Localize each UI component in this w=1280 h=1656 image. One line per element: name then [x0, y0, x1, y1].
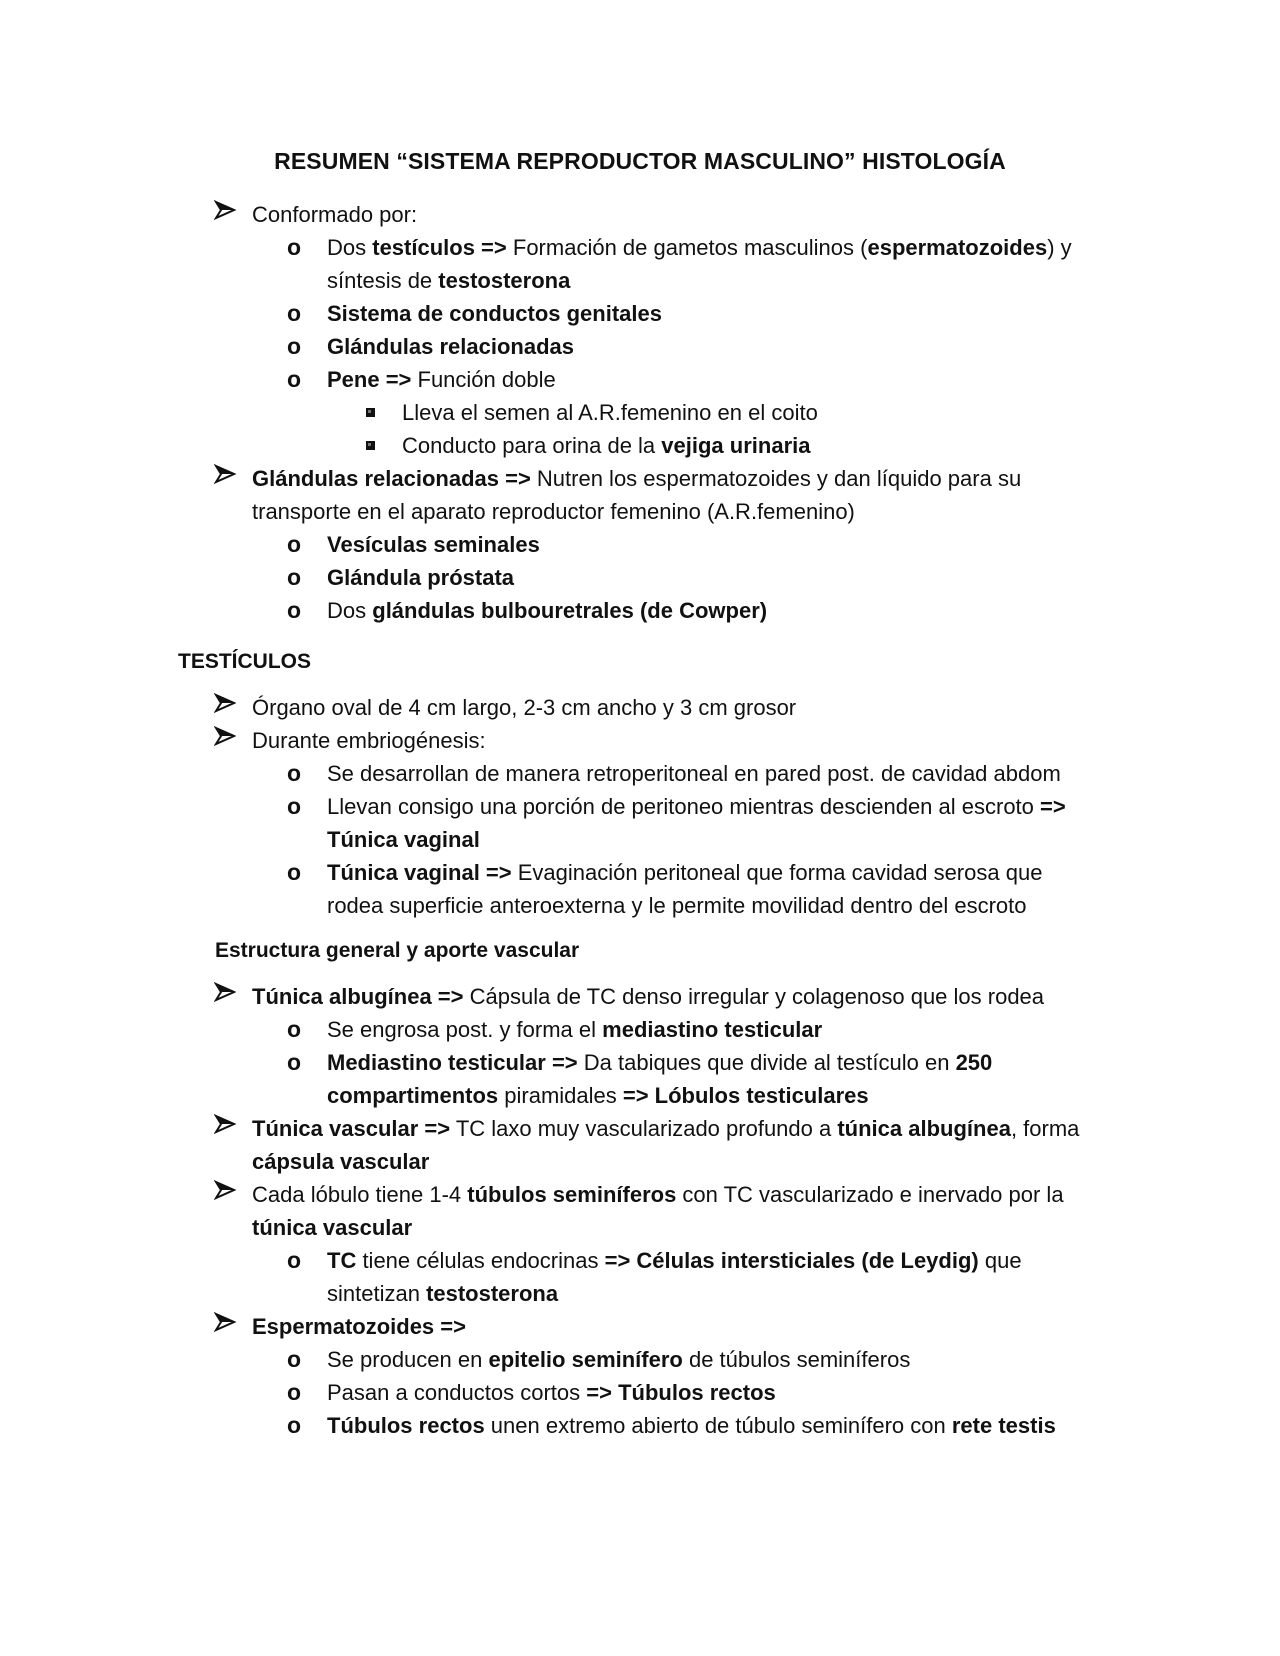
list-item — [252, 980, 1102, 1013]
list-item — [287, 790, 1102, 856]
text-bold: Vesículas seminales — [327, 532, 540, 557]
list-item — [287, 1046, 1102, 1112]
text-bold: Glándulas relacionadas — [327, 334, 574, 359]
text: Formación de gametos masculinos ( — [506, 235, 868, 260]
text-bold: Túbulos rectos — [327, 1413, 485, 1438]
o-bullet: o — [287, 859, 302, 885]
o-bullet: o — [287, 333, 302, 359]
o-bullet: o — [287, 1049, 302, 1075]
text-bold: Túnica vascular => — [252, 1116, 451, 1141]
list-item — [287, 1409, 1102, 1442]
text: Da tabiques que divide al testículo en — [577, 1050, 956, 1075]
arrowhead-bullet-icon — [214, 198, 236, 222]
text-bold: testosterona — [438, 268, 571, 293]
o-bullet: o — [287, 564, 302, 590]
list-item-text: Conformado por: — [252, 202, 418, 227]
o-bullet: o — [287, 1412, 302, 1438]
text-bold: Espermatozoides => — [252, 1314, 466, 1339]
o-bullet: o — [287, 793, 302, 819]
list-item — [252, 691, 1102, 724]
text-bold: epitelio seminífero — [488, 1347, 683, 1372]
text-bold: vejiga urinaria — [661, 433, 811, 458]
text: piramidales — [498, 1083, 623, 1108]
list-item — [402, 429, 1102, 462]
list-item — [252, 462, 1102, 528]
text: Nutren los espermatozoides y dan líquido para su transporte en el aparato reproductor femenino (A.R.femenino) — [252, 466, 1022, 524]
list-item — [287, 1376, 1102, 1409]
square-bullet-icon — [366, 441, 375, 450]
o-bullet: o — [287, 366, 302, 392]
text: de túbulos seminíferos — [682, 1347, 911, 1372]
o-bullet: o — [287, 1016, 302, 1042]
text: tiene células endocrinas — [356, 1248, 605, 1273]
o-bullet: o — [287, 1247, 302, 1273]
list-item — [287, 363, 1102, 396]
list-item — [287, 231, 1102, 297]
list-item — [287, 757, 1102, 790]
text-bold: Túnica albugínea => — [252, 984, 464, 1009]
list-item — [287, 1343, 1102, 1376]
list-item — [252, 724, 1102, 757]
text-bold: TC — [327, 1248, 357, 1273]
text-bold: => Lóbulos testiculares — [622, 1083, 869, 1108]
text-bold: => Células intersticiales (de Leydig) — [604, 1248, 979, 1273]
text: Pasan a conductos cortos — [327, 1380, 587, 1405]
text-bold: Glándulas relacionadas => — [252, 466, 531, 491]
arrowhead-bullet-icon — [214, 980, 236, 1004]
text: Lleva el semen al A.R.femenino en el coito — [402, 400, 818, 425]
list-item — [252, 1112, 1102, 1178]
text: Dos — [327, 235, 373, 260]
arrowhead-bullet-icon — [214, 724, 236, 748]
text-bold: 250 compartimentos — [327, 1050, 993, 1108]
text: Durante embriogénesis: — [252, 728, 486, 753]
document-body — [0, 198, 1280, 1442]
text-bold: mediastino testicular — [602, 1017, 823, 1042]
list-item — [287, 594, 1102, 627]
text: Llevan consigo una porción de peritoneo mientras descienden al escroto — [327, 794, 1041, 819]
list-item — [402, 396, 1102, 429]
list-item — [252, 198, 1102, 231]
o-bullet: o — [287, 300, 302, 326]
document-title: RESUMEN “SISTEMA REPRODUCTOR MASCULINO” HISTOLOGÍA — [274, 148, 1006, 174]
text-bold: túbulos seminíferos — [467, 1182, 677, 1207]
o-bullet: o — [287, 1379, 302, 1405]
o-bullet: o — [287, 531, 302, 557]
subsection-heading: Estructura general y aporte vascular — [215, 939, 580, 962]
arrowhead-bullet-icon — [214, 462, 236, 486]
text: que sintetizan — [327, 1248, 1022, 1306]
arrowhead-bullet-icon — [214, 1112, 236, 1136]
list-item — [287, 1013, 1102, 1046]
text: Dos — [327, 598, 373, 623]
text: Función doble — [411, 367, 556, 392]
text-bold: túnica albugínea — [837, 1116, 1011, 1141]
text-bold: túnica vascular — [252, 1215, 413, 1240]
text-bold: Pene => — [327, 367, 412, 392]
o-bullet: o — [287, 597, 302, 623]
section-heading: TESTÍCULOS — [178, 650, 312, 673]
text: Cada lóbulo tiene 1-4 — [252, 1182, 468, 1207]
text: unen extremo abierto de túbulo seminífero con — [484, 1413, 952, 1438]
text: Órgano oval de 4 cm largo, 2-3 cm ancho y 3 cm grosor — [252, 695, 797, 720]
list-item — [287, 330, 1102, 363]
text-bold: cápsula vascular — [252, 1149, 430, 1174]
text-bold: espermatozoides — [867, 235, 1048, 260]
text: Se producen en — [327, 1347, 489, 1372]
square-bullet-icon — [366, 408, 375, 417]
o-bullet: o — [287, 234, 302, 260]
arrowhead-bullet-icon — [214, 691, 236, 715]
arrowhead-bullet-icon — [214, 1310, 236, 1334]
text: , forma — [1010, 1116, 1080, 1141]
text: ) y síntesis de — [327, 235, 1072, 293]
text-bold: testosterona — [426, 1281, 559, 1306]
arrowhead-bullet-icon — [214, 1178, 236, 1202]
o-bullet: o — [287, 760, 302, 786]
text-bold: Glándula próstata — [327, 565, 515, 590]
text-bold: Mediastino testicular => — [327, 1050, 578, 1075]
text-bold: glándulas bulbouretrales (de Cowper) — [372, 598, 768, 623]
text: Se engrosa post. y forma el — [327, 1017, 603, 1042]
text: Se desarrollan de manera retroperitoneal en pared post. de cavidad abdom — [327, 761, 1061, 786]
text: TC laxo muy vascularizado profundo a — [450, 1116, 838, 1141]
list-item — [252, 1310, 1102, 1343]
list-item — [287, 561, 1102, 594]
list-item — [287, 297, 1102, 330]
text-bold: => Túbulos rectos — [586, 1380, 776, 1405]
text-bold: testículos => — [372, 235, 507, 260]
text-bold: rete testis — [951, 1413, 1056, 1438]
text: con TC vascularizado e inervado por la — [676, 1182, 1064, 1207]
text-bold: => Túnica vaginal — [327, 794, 1066, 852]
o-bullet: o — [287, 1346, 302, 1372]
text: Cápsula de TC denso irregular y colagenoso que los rodea — [463, 984, 1045, 1009]
text: Conducto para orina de la — [402, 433, 662, 458]
text: Evaginación peritoneal que forma cavidad serosa que rodea superficie anteroexterna y le permite movilidad dentro del escroto — [327, 860, 1043, 918]
list-item — [252, 1178, 1102, 1244]
list-item — [287, 856, 1102, 922]
list-item — [287, 528, 1102, 561]
list-item — [287, 1244, 1102, 1310]
text-bold: Sistema de conductos genitales — [327, 301, 662, 326]
text-bold: Túnica vaginal => — [327, 860, 512, 885]
